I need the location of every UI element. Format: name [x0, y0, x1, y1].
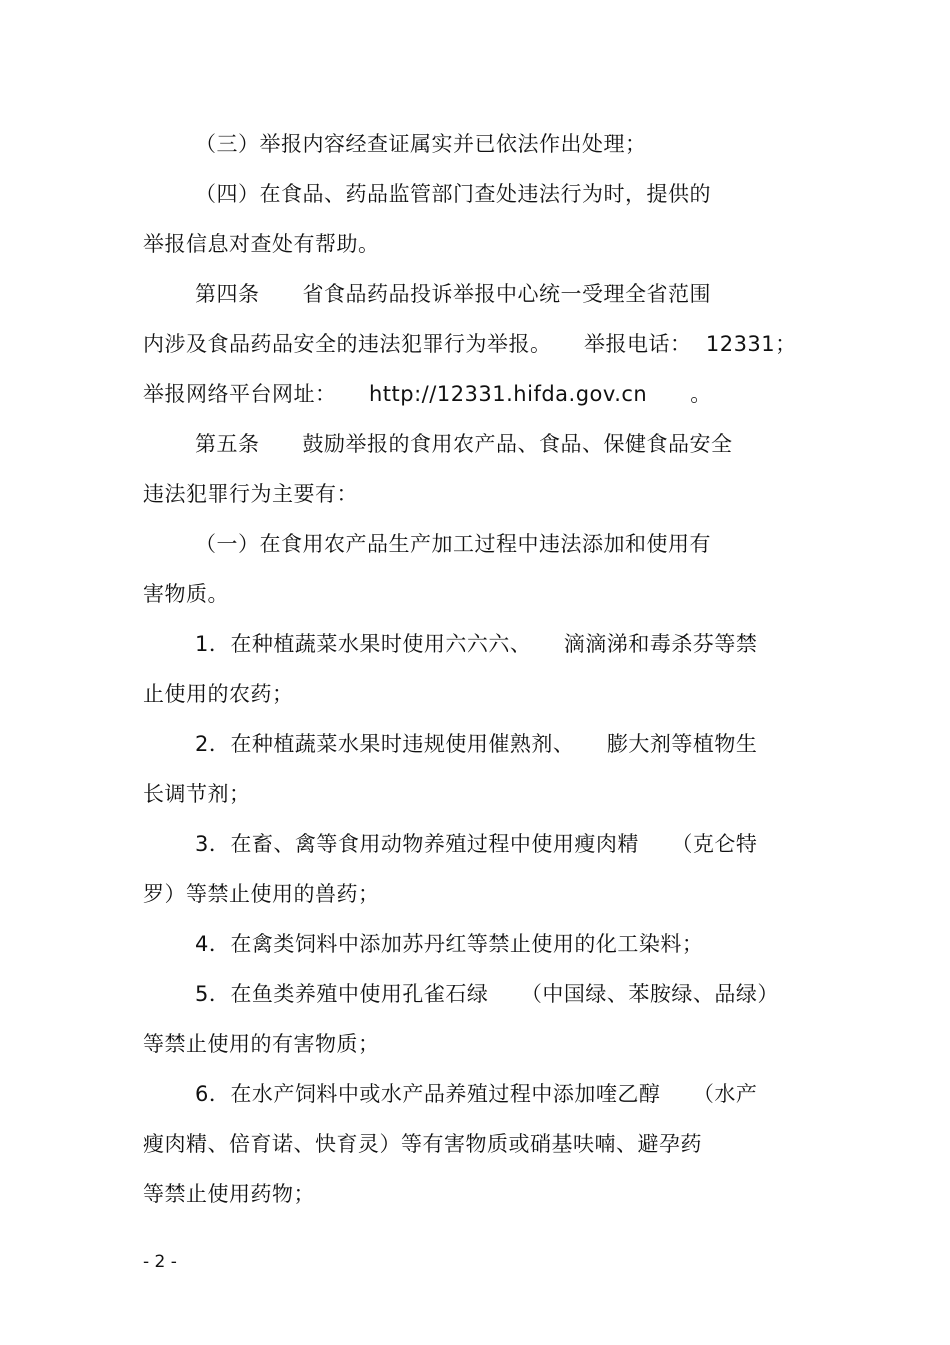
text-line: 举报网络平台网址： http://12331.hifda.gov.cn 。 — [143, 382, 712, 406]
text-line: 3．在畜、禽等食用动物养殖过程中使用瘦肉精 （克仑特 — [195, 832, 758, 856]
text-line: 违法犯罪行为主要有： — [143, 482, 358, 506]
text-line: 2．在种植蔬菜水果时违规使用催熟剂、 膨大剂等植物生 — [195, 732, 758, 756]
page-number: - 2 - — [143, 1252, 177, 1272]
text-line: （三）举报内容经查证属实并已依法作出处理； — [195, 132, 647, 156]
text-line: 止使用的农药； — [143, 682, 294, 706]
text-line: 等禁止使用的有害物质； — [143, 1032, 380, 1056]
text-line: 1．在种植蔬菜水果时使用六六六、 滴滴涕和毒杀芬等禁 — [195, 632, 758, 656]
text-line: 5．在鱼类养殖中使用孔雀石绿 （中国绿、苯胺绿、品绿） — [195, 982, 779, 1006]
text-line: 内涉及食品药品安全的违法犯罪行为举报。 举报电话： 12331； — [143, 332, 797, 356]
text-line: 第四条 省食品药品投诉举报中心统一受理全省范围 — [195, 282, 711, 306]
text-line: 举报信息对查处有帮助。 — [143, 232, 380, 256]
text-line: （四）在食品、药品监管部门查处违法行为时，提供的 — [195, 182, 711, 206]
text-line: （一）在食用农产品生产加工过程中违法添加和使用有 — [195, 532, 711, 556]
text-line: 害物质。 — [143, 582, 229, 606]
text-line: 6．在水产饲料中或水产品养殖过程中添加喹乙醇 （水产 — [195, 1082, 758, 1106]
text-line: 4．在禽类饲料中添加苏丹红等禁止使用的化工染料； — [195, 932, 704, 956]
text-line: 罗）等禁止使用的兽药； — [143, 882, 380, 906]
text-line: 第五条 鼓励举报的食用农产品、食品、保健食品安全 — [195, 432, 733, 456]
text-line: 长调节剂； — [143, 782, 251, 806]
text-line: 等禁止使用药物； — [143, 1182, 315, 1206]
text-line: 瘦肉精、倍育诺、快育灵）等有害物质或硝基呋喃、避孕药 — [143, 1132, 702, 1156]
